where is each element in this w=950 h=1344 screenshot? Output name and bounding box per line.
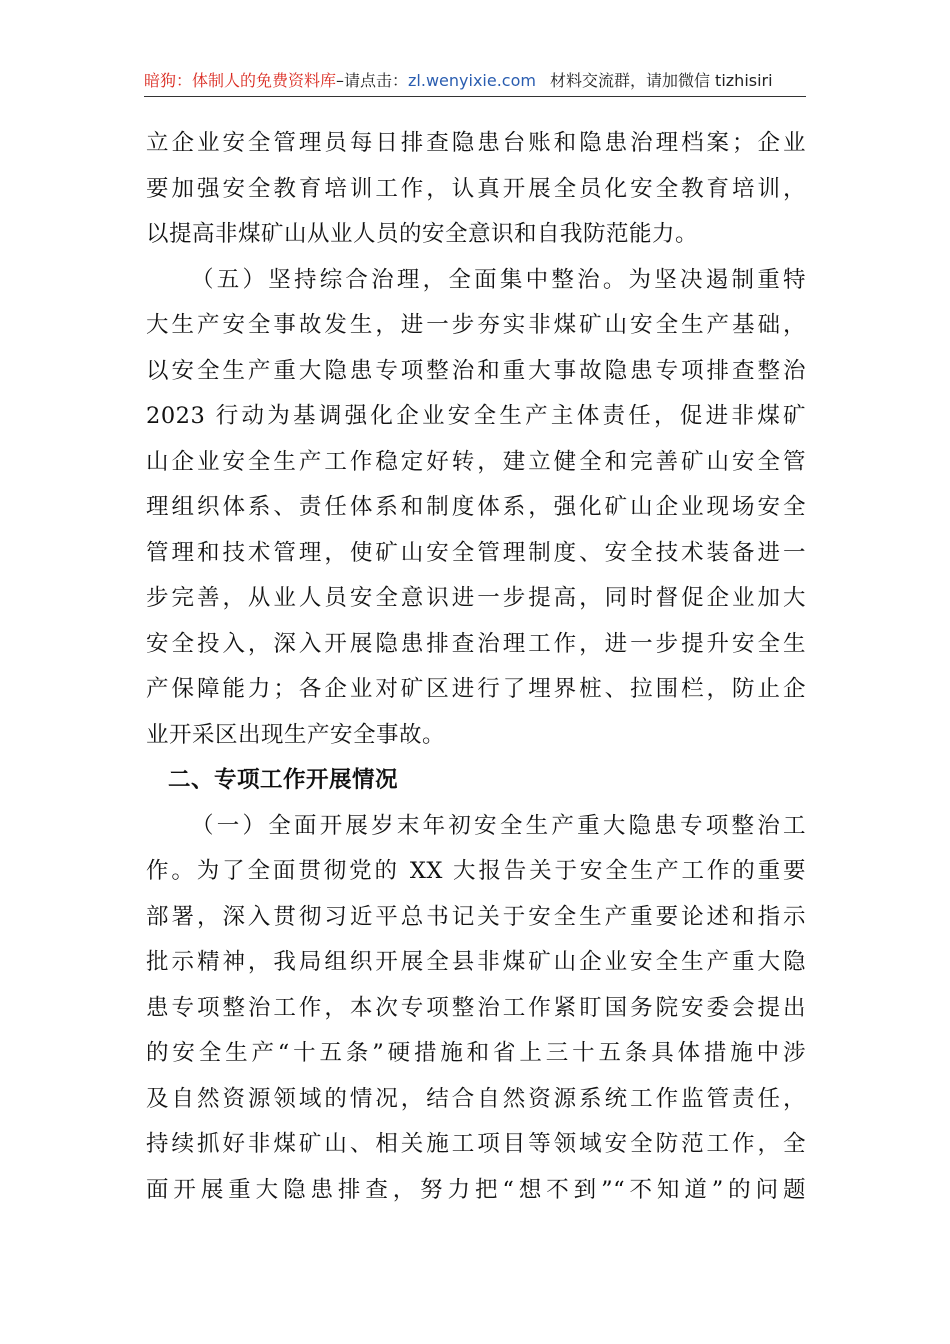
body-line: 作。为了全面贯彻党的 XX 大报告关于安全生产工作的重要 [146, 858, 806, 884]
body-line: 及自然资源领域的情况，结合自然资源系统工作监管责任， [146, 1085, 806, 1112]
body-line: 以安全生产重大隐患专项整治和重大事故隐患专项排查整治 [146, 357, 806, 384]
site-name: 暗狗：体制人的免费资料库 [144, 71, 337, 90]
group-note: 材料交流群，请加微信 tizhisiri [549, 71, 773, 90]
body-line: 步完善，从业人员安全意识进一步提高，同时督促企业加大 [146, 585, 806, 611]
body-line: （一）全面开展岁末年初安全生产重大隐患专项整治工 [191, 812, 806, 839]
page-header [144, 68, 806, 97]
body-line: （五）坚持综合治理，全面集中整治。为坚决遏制重特 [191, 266, 806, 293]
body-line: 2023 行动为基调强化企业安全生产主体责任，促进非煤矿 [146, 403, 806, 429]
section-heading: 二、专项工作开展情况 [168, 767, 399, 793]
body-line: 要加强安全教育培训工作，认真开展全员化安全教育培训， [146, 175, 806, 202]
body-line: 管理和技术管理，使矿山安全管理制度、安全技术装备进一 [146, 539, 806, 566]
document-body [146, 121, 806, 1213]
body-line: 大生产安全事故发生，进一步夯实非煤矿山安全生产基础， [146, 312, 806, 338]
body-line: 立企业安全管理员每日排查隐患台账和隐患治理档案；企业 [146, 130, 806, 156]
body-line: 的安全生产“十五条”硬措施和省上三十五条具体措施中涉 [146, 1040, 806, 1066]
body-line: 业开采区出现生产安全事故。 [146, 721, 446, 748]
body-line: 批示精神，我局组织开展全县非煤矿山企业安全生产重大隐 [146, 949, 806, 975]
body-line: 安全投入，深入开展隐患排查治理工作，进一步提升安全生 [146, 630, 806, 657]
body-line: 持续抓好非煤矿山、相关施工项目等领域安全防范工作，全 [146, 1131, 806, 1157]
body-line: 以提高非煤矿山从业人员的安全意识和自我防范能力。 [146, 221, 699, 247]
body-line: 部署，深入贯彻习近平总书记关于安全生产重要论述和指示 [146, 903, 806, 930]
body-line: 山企业安全生产工作稳定好转，建立健全和完善矿山安全管 [146, 448, 806, 475]
body-line: 面开展重大隐患排查，努力把“想不到”“不知道”的问题 [146, 1176, 806, 1203]
link-prompt: –请点击： [336, 71, 409, 90]
body-line: 产保障能力；各企业对矿区进行了埋界桩、拉围栏，防止企 [146, 676, 806, 702]
body-line: 患专项整治工作，本次专项整治工作紧盯国务院安委会提出 [146, 994, 806, 1021]
site-url-link[interactable]: zl.wenyixie.com [408, 71, 536, 90]
body-line: 理组织体系、责任体系和制度体系，强化矿山企业现场安全 [146, 494, 806, 520]
